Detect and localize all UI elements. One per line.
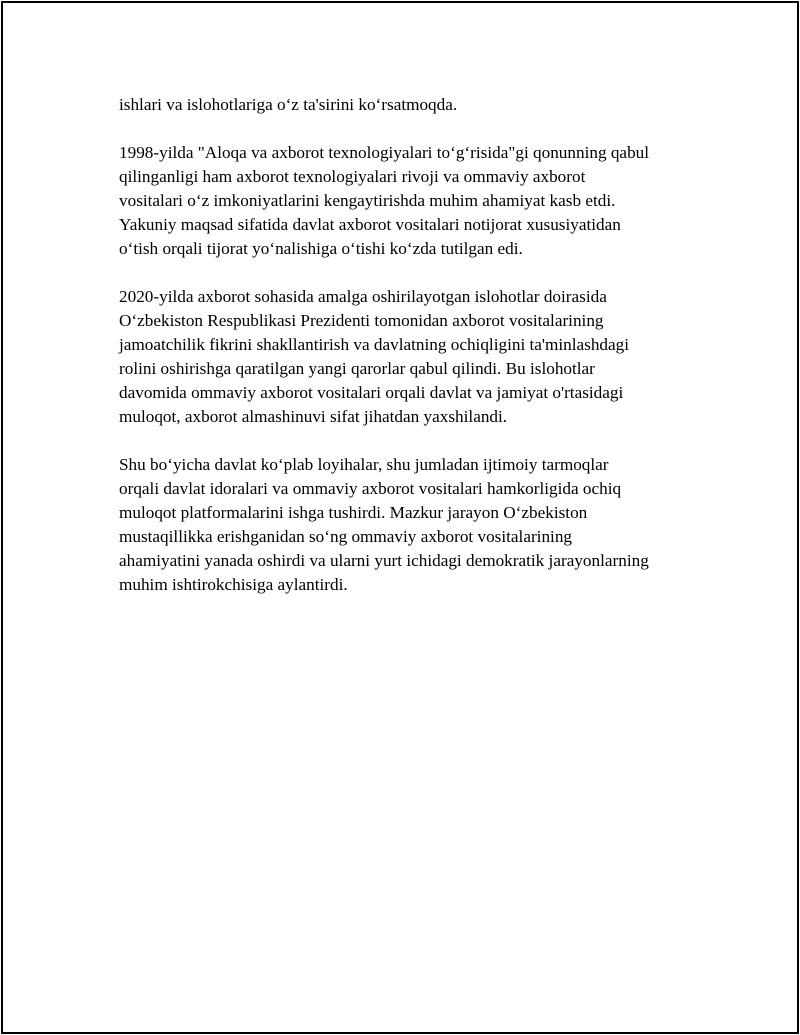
paragraph-4 [119, 453, 699, 597]
text-line: Yakuniy maqsad sifatida davlat axborot vositalari notijorat xususiyatidan [119, 215, 621, 234]
text-line: vositalari o‘z imkoniyatlarini kengaytirishda muhim ahamiyat kasb etdi. [119, 191, 616, 210]
text-line: Shu bo‘yicha davlat ko‘plab loyihalar, shu jumladan ijtimoiy tarmoqlar [119, 455, 609, 474]
paragraph-3 [119, 285, 699, 429]
paragraph-2 [119, 141, 699, 261]
text-line: rolini oshirishga qaratilgan yangi qarorlar qabul qilindi. Bu islohotlar [119, 359, 595, 378]
document-body [119, 93, 699, 621]
paragraph-1 [119, 93, 699, 117]
text-line: jamoatchilik fikrini shakllantirish va davlatning ochiqligini ta'minlashdagi [119, 335, 630, 354]
text-line: qilinganligi ham axborot texnologiyalari rivoji va ommaviy axborot [119, 167, 586, 186]
text-line: 1998-yilda "Aloqa va axborot texnologiyalari to‘g‘risida"gi qonunning qabul [119, 143, 650, 162]
text-line: muhim ishtirokchisiga aylantirdi. [119, 575, 348, 594]
document-page [1, 1, 799, 1034]
text-line: ahamiyatini yanada oshirdi va ularni yurt ichidagi demokratik jarayonlarning [119, 551, 649, 570]
text-line: orqali davlat idoralari va ommaviy axborot vositalari hamkorligida ochiq [119, 479, 622, 498]
text-line: 2020-yilda axborot sohasida amalga oshirilayotgan islohotlar doirasida [119, 287, 607, 306]
text-line: davomida ommaviy axborot vositalari orqali davlat va jamiyat o'rtasidagi [119, 383, 624, 402]
text-line: o‘tish orqali tijorat yo‘nalishiga o‘tishi ko‘zda tutilgan edi. [119, 239, 523, 258]
text-line: mustaqillikka erishganidan so‘ng ommaviy axborot vositalarining [119, 527, 573, 546]
text-line: ishlari va islohotlariga o‘z ta'sirini ko‘rsatmoqda. [119, 95, 458, 114]
text-line: muloqot, axborot almashinuvi sifat jihatdan yaxshilandi. [119, 407, 508, 426]
text-line: muloqot platformalarini ishga tushirdi. Mazkur jarayon O‘zbekiston [119, 503, 588, 522]
text-line: O‘zbekiston Respublikasi Prezidenti tomonidan axborot vositalarining [119, 311, 604, 330]
